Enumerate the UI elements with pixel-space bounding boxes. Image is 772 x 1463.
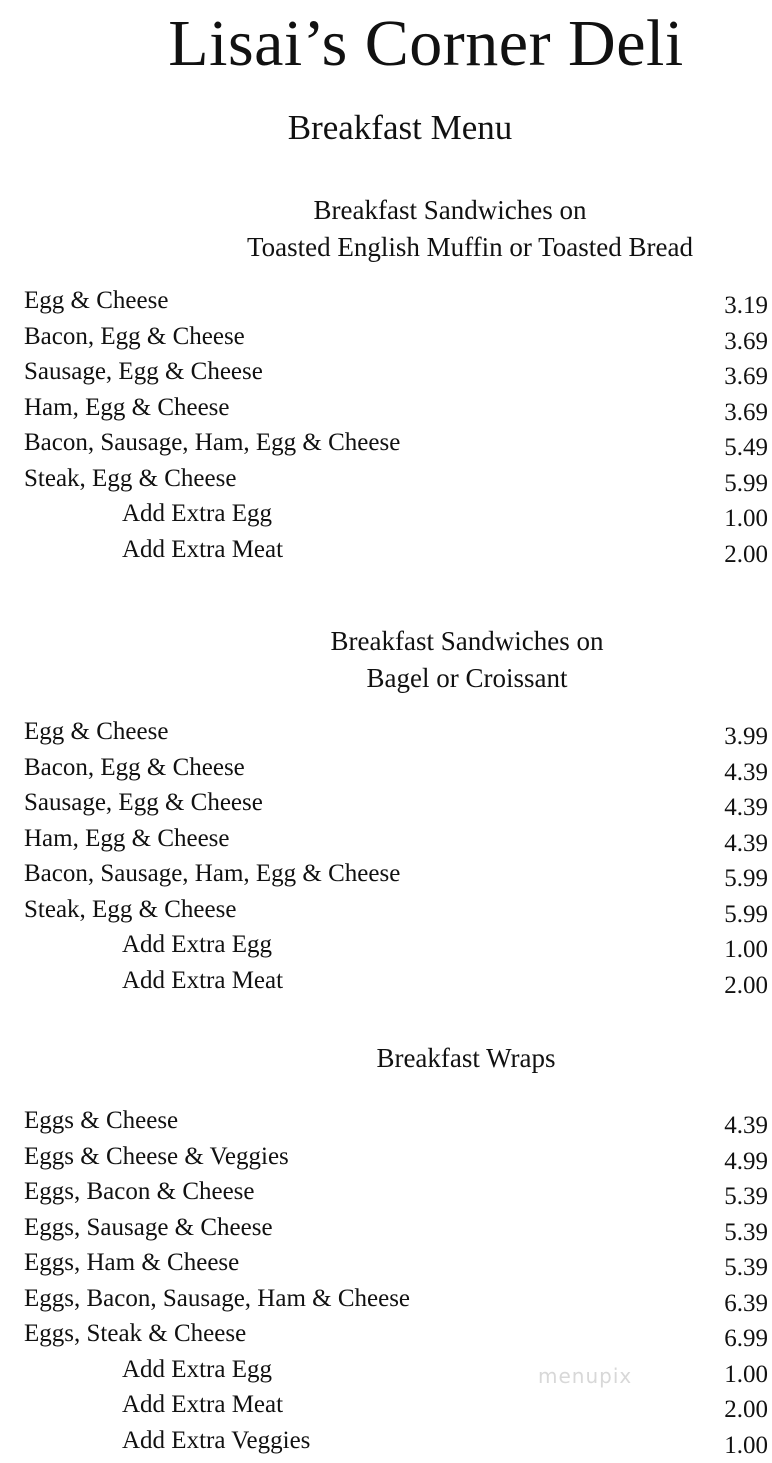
item-price: 6.39	[724, 1289, 768, 1317]
menu-item	[0, 892, 772, 928]
item-name: Add Extra Egg	[122, 500, 272, 527]
menu-item	[0, 1210, 772, 1246]
addon-item	[0, 532, 772, 568]
section-heading	[0, 192, 772, 266]
item-name: Eggs & Cheese & Veggies	[24, 1142, 289, 1170]
menu-item	[0, 750, 772, 786]
item-name: Sausage, Egg & Cheese	[24, 789, 263, 816]
item-name: Eggs, Bacon, Sausage, Ham & Cheese	[24, 1284, 411, 1312]
addon-item	[0, 927, 772, 963]
item-price: 5.99	[724, 469, 768, 497]
item-name: Eggs, Sausage & Cheese	[24, 1213, 273, 1241]
item-name: Ham, Egg & Cheese	[24, 393, 230, 421]
menu-item	[0, 821, 772, 857]
menu-item	[0, 283, 772, 319]
item-name: Eggs & Cheese	[24, 1107, 179, 1134]
section-heading	[0, 623, 772, 697]
addon-item	[0, 963, 772, 999]
item-name: Steak, Egg & Cheese	[24, 895, 237, 923]
item-list	[0, 714, 772, 998]
section-bagel-croissant-sandwiches	[0, 623, 772, 998]
item-name: Bacon, Egg & Cheese	[24, 322, 245, 350]
item-name: Eggs, Steak & Cheese	[24, 1320, 247, 1347]
menu-item	[0, 354, 772, 390]
item-name: Eggs, Ham & Cheese	[24, 1249, 240, 1276]
menu-title: Breakfast Menu	[287, 108, 513, 147]
section-heading-line: Breakfast Sandwiches on	[313, 195, 587, 225]
item-price: 5.39	[724, 1254, 768, 1281]
item-name: Add Extra Veggies	[122, 1426, 311, 1454]
section-heading-line: Breakfast Wraps	[376, 1043, 556, 1073]
menu-item	[0, 461, 772, 497]
menu-item	[0, 1174, 772, 1210]
item-name: Bacon, Sausage, Ham, Egg & Cheese	[24, 860, 401, 887]
item-name: Add Extra Egg	[122, 1355, 272, 1383]
section-english-muffin-sandwiches	[0, 192, 772, 567]
item-price: 2.00	[724, 540, 768, 568]
item-price: 3.69	[724, 398, 768, 426]
item-name: Add Extra Meat	[122, 1391, 284, 1418]
menu-item	[0, 714, 772, 750]
item-price: 4.39	[724, 758, 768, 786]
item-price: 6.99	[724, 1325, 768, 1352]
addon-item	[0, 1387, 772, 1423]
item-list	[0, 1103, 772, 1458]
menu-item	[0, 319, 772, 355]
addon-item	[0, 1423, 772, 1459]
menu-item	[0, 856, 772, 892]
section-breakfast-wraps	[0, 1040, 772, 1458]
item-price: 2.00	[724, 1396, 768, 1423]
item-price: 5.49	[724, 434, 768, 461]
item-price: 3.69	[724, 363, 768, 390]
item-name: Ham, Egg & Cheese	[24, 824, 230, 852]
section-heading-line: Bagel or Croissant	[366, 663, 568, 693]
menu-item	[0, 1139, 772, 1175]
item-name: Steak, Egg & Cheese	[24, 464, 237, 492]
item-name: Add Extra Egg	[122, 931, 272, 958]
addon-item	[0, 1352, 772, 1388]
menu-item	[0, 425, 772, 461]
item-price: 1.00	[724, 1360, 768, 1388]
item-price: 3.69	[724, 327, 768, 355]
menu-item	[0, 1245, 772, 1281]
section-heading-line: Toasted English Muffin or Toasted Bread	[247, 232, 693, 262]
item-price: 4.39	[724, 829, 768, 857]
item-name: Add Extra Meat	[122, 966, 284, 994]
item-name: Bacon, Egg & Cheese	[24, 753, 245, 781]
item-price: 2.00	[724, 971, 768, 999]
watermark: menupix	[538, 1364, 633, 1388]
item-name: Egg & Cheese	[24, 718, 169, 745]
item-price: 4.39	[724, 794, 768, 821]
item-name: Add Extra Meat	[122, 535, 284, 563]
item-name: Sausage, Egg & Cheese	[24, 358, 263, 385]
item-price: 4.39	[724, 1112, 768, 1139]
item-price: 5.39	[724, 1218, 768, 1246]
item-name: Eggs, Bacon & Cheese	[24, 1178, 255, 1205]
menu-item	[0, 390, 772, 426]
addon-item	[0, 496, 772, 532]
menu-item	[0, 1103, 772, 1139]
section-heading-line: Breakfast Sandwiches on	[330, 626, 604, 656]
item-price: 5.99	[724, 900, 768, 928]
item-price: 5.39	[724, 1183, 768, 1210]
item-price: 5.99	[724, 865, 768, 892]
item-price: 4.99	[724, 1147, 768, 1175]
menu-item	[0, 1281, 772, 1317]
section-heading	[0, 1040, 772, 1077]
deli-name: Lisai’s Corner Deli	[168, 7, 684, 80]
menu-item	[0, 785, 772, 821]
item-price: 1.00	[724, 505, 768, 532]
menu-item	[0, 1316, 772, 1352]
item-price: 3.19	[724, 292, 768, 319]
item-list	[0, 283, 772, 567]
item-name: Egg & Cheese	[24, 287, 169, 314]
item-price: 3.99	[724, 723, 768, 750]
item-price: 1.00	[724, 936, 768, 963]
item-price: 1.00	[724, 1431, 768, 1459]
item-name: Bacon, Sausage, Ham, Egg & Cheese	[24, 429, 401, 456]
